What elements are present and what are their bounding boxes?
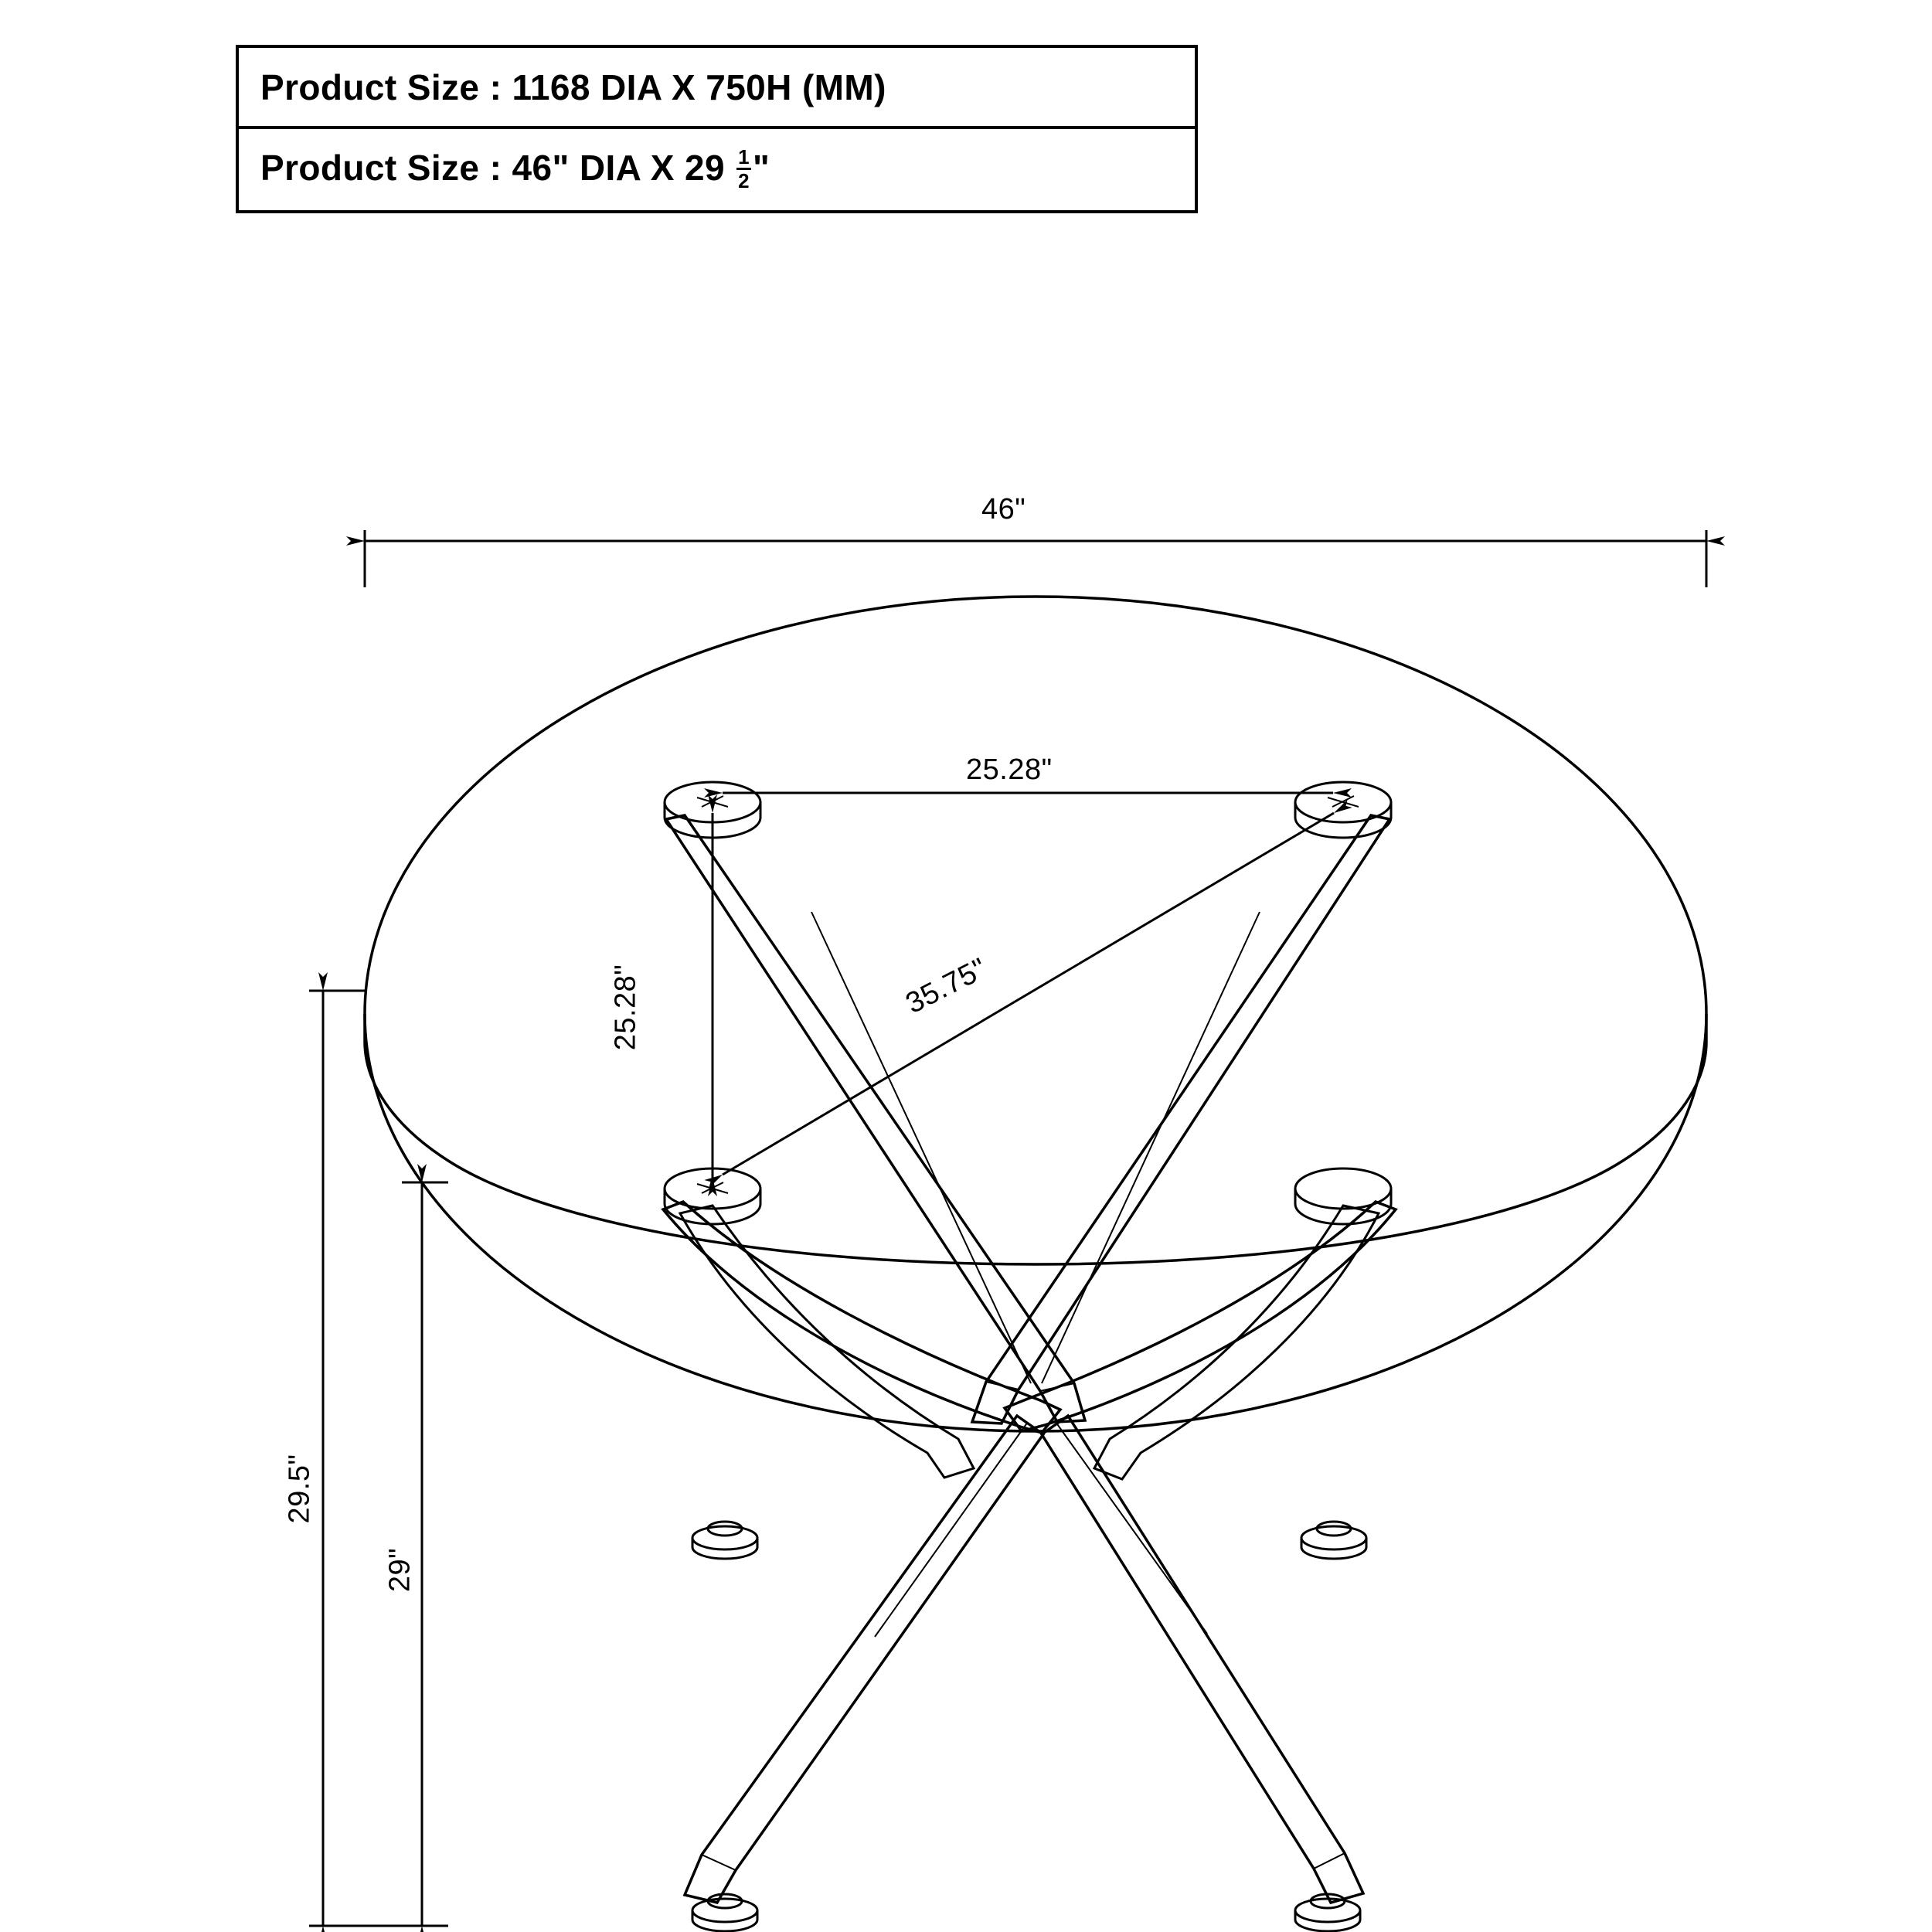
dimension-base-diagonal xyxy=(723,813,1334,1175)
label-base-left-vertical: 25.28" xyxy=(609,964,642,1051)
label-base-height: 29" xyxy=(383,1547,417,1593)
dimension-top-width xyxy=(365,530,1706,587)
product-size-inch-suffix: " xyxy=(753,147,770,188)
glass-table-top xyxy=(365,597,1706,1431)
label-base-top-horizontal: 25.28" xyxy=(966,753,1053,786)
table-base-legs xyxy=(663,815,1396,1903)
product-size-inch-prefix: Product Size : 46" DIA X 29 xyxy=(260,147,736,188)
label-base-diagonal: 35.75" xyxy=(900,952,993,1021)
label-overall-height: 29.5" xyxy=(283,1454,316,1524)
fraction-denominator: 2 xyxy=(738,169,750,193)
dimension-overall-height xyxy=(309,991,433,1926)
product-size-mm-label: Product Size : 1168 DIA X 750H (MM) xyxy=(260,66,886,107)
label-top-width: 46" xyxy=(981,493,1026,526)
base-hub-plates xyxy=(665,782,1391,1224)
fraction-numerator: 1 xyxy=(738,145,750,169)
